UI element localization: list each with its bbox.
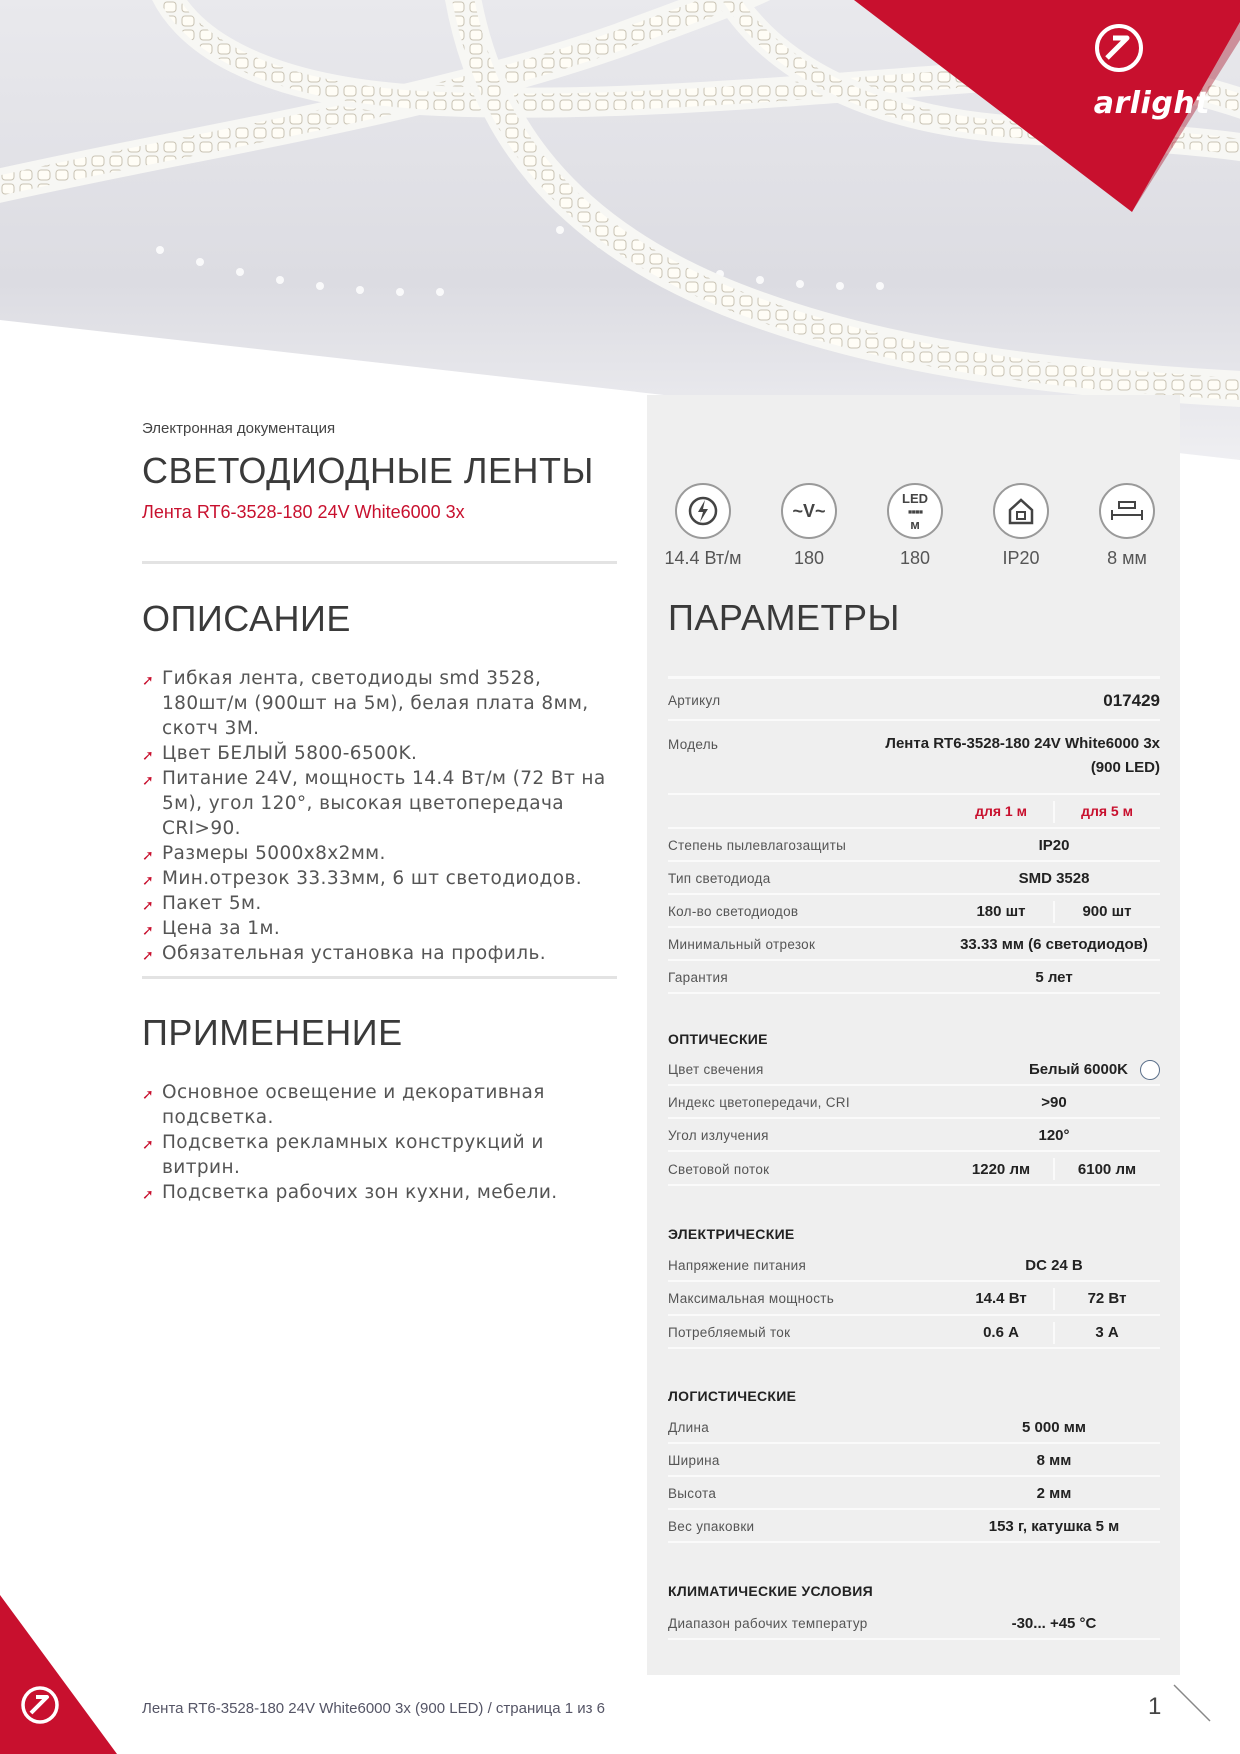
table-row: Высота 2 мм [668, 1477, 1160, 1510]
description-title: ОПИСАНИЕ [142, 598, 351, 639]
brand-logo-text: arlight [1093, 86, 1210, 121]
ip-protection-icon [993, 483, 1049, 539]
list-item: ➚ Мин.отрезок 33.33мм, 6 шт светодиодов. [142, 866, 617, 891]
table-row: Напряжение питания DC 24 В [668, 1249, 1160, 1282]
table-row: Ширина 8 мм [668, 1444, 1160, 1477]
footer-text: Лента RT6-3528-180 24V White6000 3x (900 LED) / страница 1 из 6 [142, 1700, 606, 1717]
voltage-icon: ~V~ [781, 483, 837, 539]
table-row: Минимальный отрезок 33.33 мм (6 светодиодов) [668, 928, 1160, 961]
list-item: ➚ Подсветка рекламных конструкций и витрин. [142, 1132, 544, 1178]
application-title: ПРИМЕНЕНИЕ [142, 1012, 403, 1053]
list-item: ➚ Гибкая лента, светодиоды smd 3528, 180шт/м (900шт на 5м), белая плата 8мм, скотч 3M. [142, 668, 589, 739]
parameters-title: ПАРАМЕТРЫ [668, 597, 900, 638]
table-row: Длина 5 000 мм [668, 1411, 1160, 1444]
footer-logo-triangle [0, 1595, 125, 1754]
divider [668, 676, 1160, 679]
list-item: ➚ Размеры 5000x8x2мм. [142, 841, 617, 866]
divider [142, 976, 617, 979]
table-row: Потребляемый ток 0.6 А 3 А [668, 1316, 1160, 1349]
group-title-optical: ОПТИЧЕСКИЕ [668, 1031, 768, 1047]
table-row: Артикул 017429 [668, 681, 1160, 721]
arrow-icon: ➚ [142, 898, 155, 914]
arrow-icon: ➚ [142, 848, 155, 864]
list-item: ➚ Основное освещение и декоративная подсветка. [142, 1082, 545, 1128]
arrow-icon: ➚ [142, 673, 155, 689]
group-title-climate: КЛИМАТИЧЕСКИЕ УСЛОВИЯ [668, 1583, 873, 1599]
led-count-label: 180 [899, 548, 931, 568]
column-header-row: для 1 м для 5 м [668, 795, 1160, 829]
arrow-icon: ➚ [142, 748, 155, 764]
group-title-logistic: ЛОГИСТИЧЕСКИЕ [668, 1388, 797, 1404]
list-item: ➚ Подсветка рабочих зон кухни, мебели. [142, 1180, 617, 1205]
page-title: СВЕТОДИОДНЫЕ ЛЕНТЫ [142, 450, 594, 491]
logo-triangle [0, 0, 1240, 215]
arrow-icon: ➚ [142, 923, 155, 939]
arrow-icon: ➚ [142, 873, 155, 889]
doc-label: Электронная документация [142, 420, 336, 437]
voltage-label: 180 [793, 548, 825, 568]
list-item: ➚ Питание 24V, мощность 14.4 Вт/м (72 Вт на 5м), угол 120°, высокая цветопередача CRI>90. [142, 768, 606, 839]
arrow-icon: ➚ [142, 1137, 155, 1153]
table-row: Цвет свечения Белый 6000K [668, 1053, 1160, 1086]
power-label: 14.4 Вт/м [664, 548, 742, 568]
product-subtitle: Лента RT6-3528-180 24V White6000 3x [142, 502, 465, 522]
led-per-meter-icon: LED ▪▪▪▪ м [887, 483, 943, 539]
arrow-icon: ➚ [142, 948, 155, 964]
width-label: 8 мм [1107, 548, 1147, 568]
table-row: Максимальная мощность 14.4 Вт 72 Вт [668, 1282, 1160, 1316]
arrow-icon: ➚ [142, 773, 155, 789]
table-row: Вес упаковки 153 г, катушка 5 м [668, 1510, 1160, 1543]
table-row: Световой поток 1220 лм 6100 лм [668, 1152, 1160, 1186]
list-item: ➚ Обязательная установка на профиль. [142, 941, 617, 966]
application-list [142, 1080, 617, 1205]
width-icon [1099, 483, 1155, 539]
table-row: Кол-во светодиодов 180 шт 900 шт [668, 895, 1160, 928]
table-row: Степень пылевлагозащиты IP20 [668, 829, 1160, 862]
table-row: Угол излучения 120° [668, 1119, 1160, 1152]
ip-label: IP20 [1002, 548, 1040, 568]
corner-line-icon [1172, 1683, 1212, 1723]
arrow-icon: ➚ [142, 1187, 155, 1203]
table-row: Индекс цветопередачи, CRI >90 [668, 1086, 1160, 1119]
divider [142, 561, 617, 564]
page-number: 1 [1148, 1693, 1162, 1720]
table-row: Модель Лента RT6-3528-180 24V White6000 3x (900 LED) [668, 721, 1160, 795]
description-list [142, 666, 617, 966]
table-row: Гарантия 5 лет [668, 961, 1160, 994]
list-item: ➚ Пакет 5м. [142, 891, 617, 916]
color-swatch-icon [1140, 1060, 1160, 1080]
group-title-electrical: ЭЛЕКТРИЧЕСКИЕ [668, 1226, 795, 1242]
table-row: Тип светодиода SMD 3528 [668, 862, 1160, 895]
power-icon [675, 483, 731, 539]
list-item: ➚ Цена за 1м. [142, 916, 617, 941]
table-row: Диапазон рабочих температур -30... +45 °C [668, 1607, 1160, 1640]
list-item: ➚ Цвет БЕЛЫЙ 5800-6500K. [142, 741, 617, 766]
arrow-icon: ➚ [142, 1087, 155, 1103]
arlight-logo-icon [1093, 22, 1145, 74]
